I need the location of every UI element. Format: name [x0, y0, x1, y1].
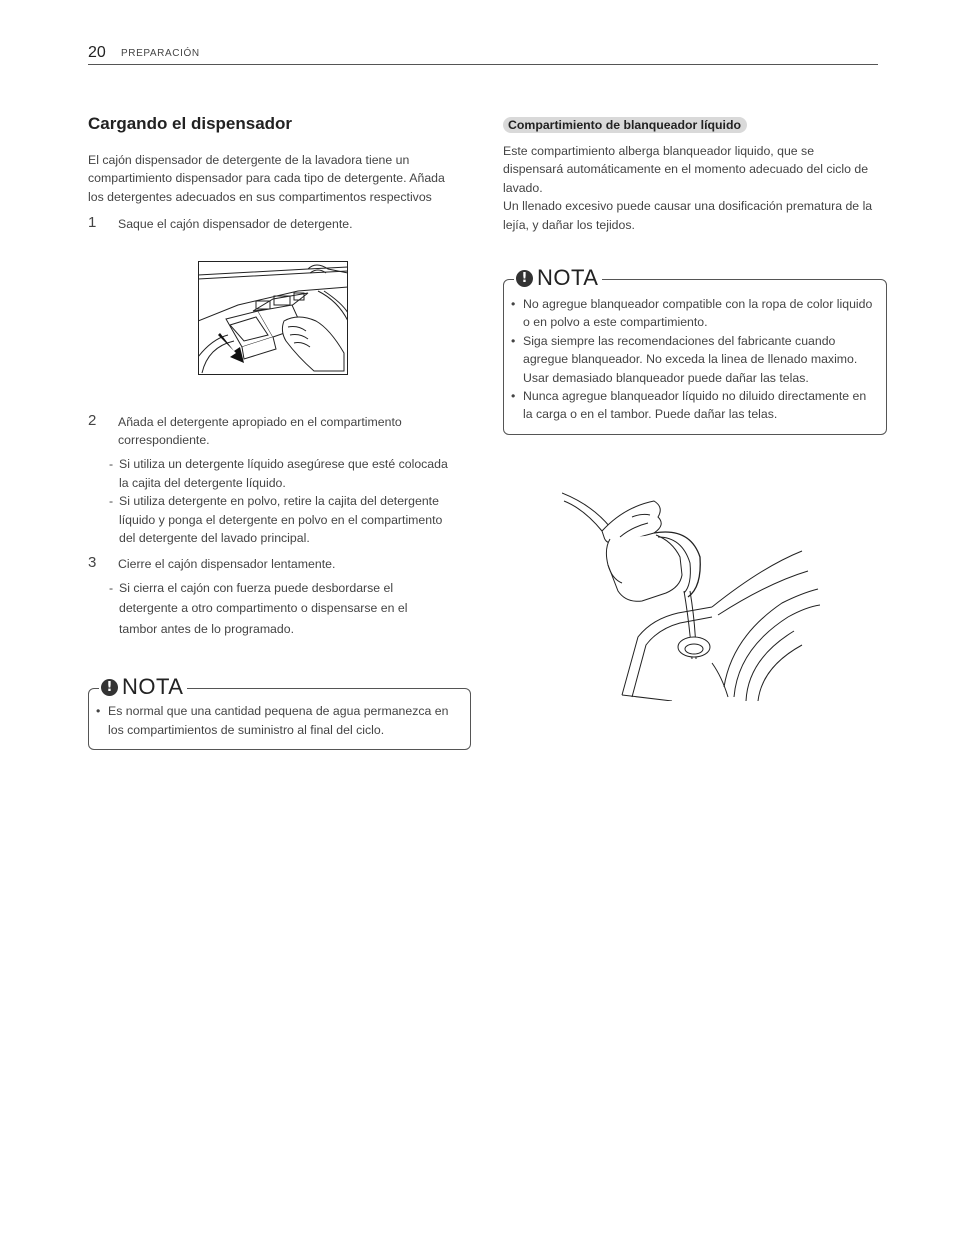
nota-item: • Nunca agregue blanqueador líquido no diluido directamente en la carga o en el tambor. Puede dañar las telas.	[511, 389, 867, 422]
nota-box	[503, 265, 887, 435]
heading-pill: Compartimiento de blanqueador líquido	[503, 117, 747, 133]
step-3-notes	[88, 578, 449, 640]
bleach-paragraph-1: Este compartimiento alberga blanqueador liquido, que se dispensará automáticamente en el momento adecuado del ciclo de lavado.	[503, 144, 869, 195]
nota-title	[514, 265, 602, 291]
step-3	[88, 555, 468, 573]
step-1	[88, 215, 468, 233]
step-2-notes	[88, 455, 459, 547]
exclamation-icon: !	[516, 270, 533, 287]
step-2	[88, 413, 463, 450]
nota-title	[99, 674, 187, 700]
section-name: PREPARACIÓN	[121, 48, 200, 59]
nota-item: • Siga siempre las recomendaciones del fabricante cuando agregue blanqueador. No exceda la linea de llenado maximo. Usar demasiado blanqueador puede dañar las telas.	[511, 333, 858, 385]
subsection-heading	[503, 116, 878, 134]
pouring-illustration	[562, 487, 820, 701]
nota-label: NOTA	[122, 674, 184, 700]
page-number: 20	[88, 44, 106, 61]
sub-item: - Si cierra el cajón con fuerza puede desbordarse el detergente a otro compartimento o dispensarse en el tambor antes de lo programado.	[109, 580, 408, 636]
section-title: Cargando el dispensador	[88, 114, 293, 133]
step-text: Cierre el cajón dispensador lentamente.	[118, 557, 336, 572]
step-number: 2	[88, 411, 97, 429]
nota-box	[88, 674, 471, 750]
drawer-illustration	[198, 261, 348, 375]
bleach-pouring-image	[562, 487, 820, 701]
exclamation-icon: !	[101, 679, 118, 696]
right-column	[503, 114, 878, 435]
nota-label: NOTA	[537, 265, 599, 291]
sub-item: - Si utiliza un detergente líquido asegúrese que esté colocada la cajita del detergente líquido.	[109, 457, 448, 490]
nota-list	[504, 295, 876, 424]
nota-item: • No agregue blanqueador compatible con la ropa de color liquido o en polvo a este compartimiento.	[511, 297, 873, 330]
page-header	[88, 46, 878, 65]
nota-list	[89, 702, 460, 739]
step-text: Añada el detergente apropiado en el compartimento correspondiente.	[118, 414, 402, 448]
sub-item: - Si utiliza detergente en polvo, retire la cajita del detergente líquido y ponga el detergente en polvo en el compartimento del detergente del lavado principal.	[109, 494, 443, 546]
left-column	[88, 114, 468, 750]
drawer-removal-image	[198, 261, 348, 375]
step-text: Saque el cajón dispensador de detergente.	[118, 217, 353, 232]
nota-item: • Es normal que una cantidad pequena de agua permanezca en los compartimientos de suministro al final del ciclo.	[96, 704, 449, 737]
step-number: 3	[88, 554, 97, 572]
intro-paragraph: El cajón dispensador de detergente de la lavadora tiene un compartimiento dispensador para cada tipo de detergente. Añada los detergentes adecuados en sus compartimentos respectivos	[88, 153, 445, 204]
bleach-paragraph-2: Un llenado excesivo puede causar una dosificación prematura de la lejía, y dañar los tejidos.	[503, 199, 873, 232]
step-number: 1	[88, 214, 97, 232]
